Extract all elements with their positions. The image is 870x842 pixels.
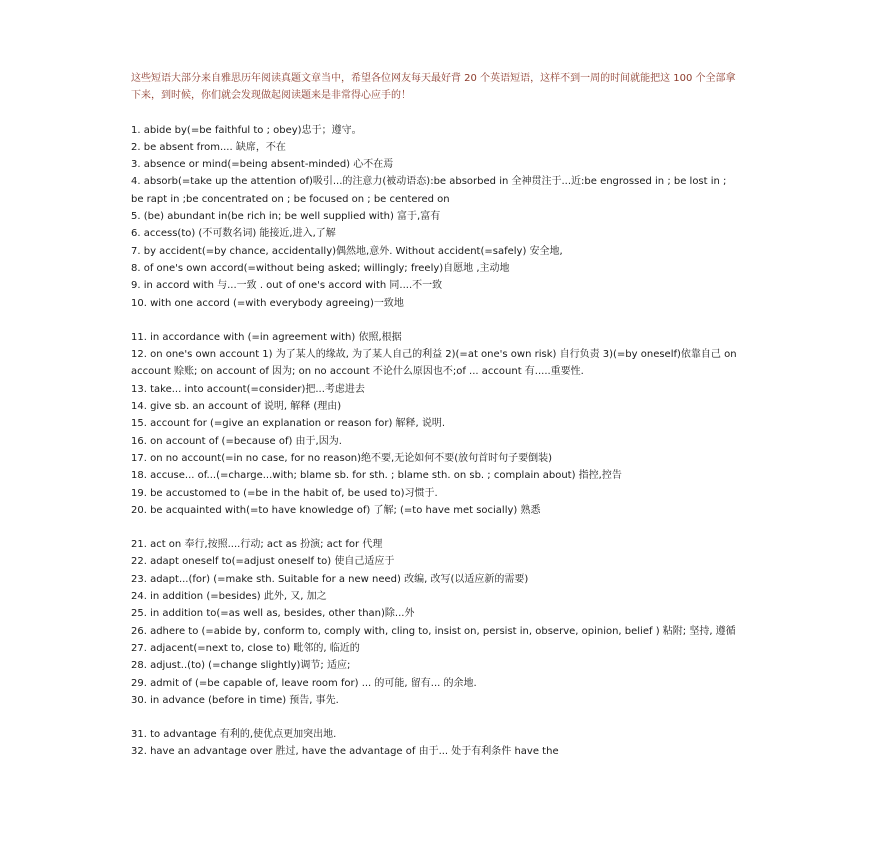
phrase-entry: 22. adapt oneself to(=adjust oneself to) 使自己适应于 [131, 556, 395, 568]
phrase-group-1 [131, 122, 741, 312]
group-spacer [131, 709, 741, 726]
phrase-entry: 11. in accordance with (=in agreement with) 依照,根据 [131, 331, 402, 343]
phrase-entry: 13. take... into account(=consider)把...考虑进去 [131, 383, 365, 395]
phrase-entry: 28. adjust..(to) (=change slightly)调节; 适应; [131, 660, 351, 672]
phrase-entry: 6. access(to) (不可数名词) 能接近,进入,了解 [131, 228, 336, 240]
phrase-group-4 [131, 726, 741, 761]
phrase-entry: 25. in addition to(=as well as, besides, other than)除...外 [131, 608, 415, 620]
phrase-group-2 [131, 329, 741, 519]
phrase-entry: 12. on one's own account 1) 为了某人的缘故, 为了某人自己的利益 2)(=at one's own risk) 自行负责 3)(=by oneself)依靠自己 on account 赊账; on account of 因为; on no account 不论什么原因也不;of ... account 有.....重要性. [131, 349, 737, 378]
group-spacer [131, 312, 741, 329]
phrase-entry: 24. in addition (=besides) 此外, 又, 加之 [131, 591, 327, 603]
phrase-entry: 7. by accident(=by chance, accidentally)偶然地,意外. Without accident(=safely) 安全地, [131, 245, 563, 257]
phrase-group-3 [131, 536, 741, 709]
phrase-entry: 31. to advantage 有利的,使优点更加突出地. [131, 729, 337, 741]
phrase-entry: 2. be absent from.... 缺席，不在 [131, 141, 286, 153]
phrase-entry: 17. on no account(=in no case, for no reason)绝不要,无论如何不要(放句首时句子要倒装) [131, 452, 553, 464]
phrase-entry: 19. be accustomed to (=be in the habit of, be used to)习惯于. [131, 487, 438, 499]
phrase-entry: 20. be acquainted with(=to have knowledge of) 了解; (=to have met socially) 熟悉 [131, 504, 541, 516]
phrase-entry: 16. on account of (=because of) 由于,因为. [131, 435, 342, 447]
document-body [131, 70, 741, 761]
phrase-entry: 10. with one accord (=with everybody agreeing)一致地 [131, 297, 404, 309]
phrase-entry: 5. (be) abundant in(be rich in; be well supplied with) 富于,富有 [131, 211, 441, 223]
phrase-entry: 21. act on 奉行,按照....行动; act as 扮演; act for 代理 [131, 539, 383, 551]
phrase-entry: 18. accuse... of...(=charge...with; blame sb. for sth. ; blame sth. on sb. ; complain about) 指控,控告 [131, 470, 622, 482]
phrase-entry: 15. account for (=give an explanation or reason for) 解释, 说明. [131, 418, 446, 430]
phrase-entry: 27. adjacent(=next to, close to) 毗邻的, 临近的 [131, 642, 360, 654]
phrase-entry: 4. absorb(=take up the attention of)吸引...的注意力(被动语态):be absorbed in 全神贯注于...近:be engrossed in ; be lost in ; be rapt in ;be concentrated on ; be focused on ; be centered on [131, 176, 727, 205]
phrase-entry: 3. absence or mind(=being absent-minded) 心不在焉 [131, 159, 394, 171]
phrase-entry: 30. in advance (before in time) 预告, 事先. [131, 694, 339, 706]
phrase-entry: 9. in accord with 与...一致 . out of one's accord with 同....不一致 [131, 280, 443, 292]
intro-paragraph: 这些短语大部分来自雅思历年阅读真题文章当中，希望各位网友每天最好背 20 个英语短语，这样不到一周的时间就能把这 100 个全部拿下来，到时候，你们就会发现做起阅读题来是非常得心应手的！ [131, 73, 736, 102]
phrase-entry: 8. of one's own accord(=without being asked; willingly; freely)自愿地 ,主动地 [131, 262, 510, 274]
phrase-entry: 14. give sb. an account of 说明, 解释 (理由) [131, 401, 342, 413]
phrase-entry: 1. abide by(=be faithful to ; obey)忠于；遵守。 [131, 124, 362, 136]
group-spacer [131, 519, 741, 536]
phrase-entry: 26. adhere to (=abide by, conform to, comply with, cling to, insist on, persist in, observe, opinion, belief ) 粘附; 坚持, 遵循 [131, 625, 736, 637]
phrase-entry: 32. have an advantage over 胜过, have the advantage of 由于... 处于有利条件 have the [131, 746, 559, 758]
phrase-entry: 29. admit of (=be capable of, leave room for) ... 的可能, 留有... 的余地. [131, 677, 477, 689]
phrase-entry: 23. adapt...(for) (=make sth. Suitable for a new need) 改编, 改写(以适应新的需要) [131, 573, 529, 585]
